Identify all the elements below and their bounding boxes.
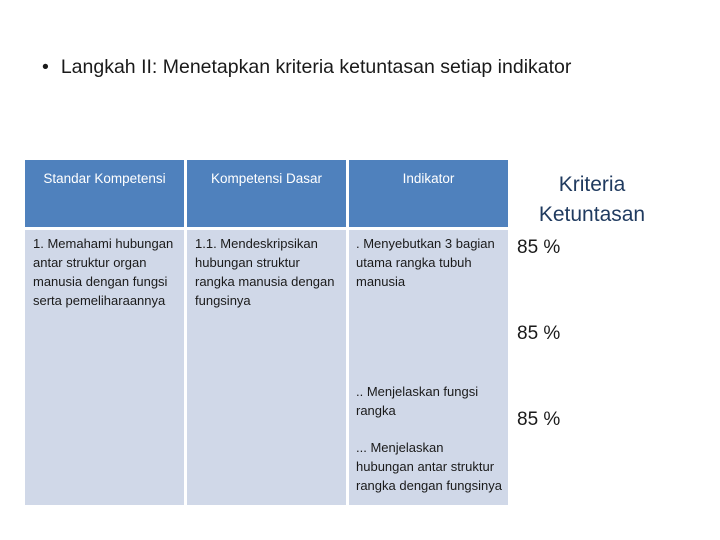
criteria-table: [25, 160, 673, 505]
slide-heading: [42, 56, 571, 79]
cell-standar-kompetensi: 1. Memahami hubungan antar struktur organ manusia dengan fungsi serta pemeliharaannya: [25, 230, 184, 505]
kriteria-value-3: 85 %: [517, 409, 561, 430]
kriteria-value-1: 85 %: [517, 237, 561, 258]
kriteria-value-2: 85 %: [517, 323, 561, 344]
cell-kompetensi-dasar: 1.1. Mendeskripsikan hubungan struktur rangka manusia dengan fungsinya: [187, 230, 346, 505]
cell-indikator: [349, 230, 508, 505]
header-standar-kompetensi: Standar Kompetensi: [25, 160, 184, 227]
indikator-item-3: ... Menjelaskan hubungan antar struktur rangka dengan fungsinya: [356, 440, 503, 493]
bullet-icon: •: [42, 56, 49, 78]
indikator-item-1: . Menyebutkan 3 bagian utama rangka tubuh manusia: [356, 236, 495, 289]
header-kriteria-ketuntasan: Kriteria Ketuntasan: [511, 160, 673, 227]
indikator-item-2: .. Menjelaskan fungsi rangka: [356, 384, 479, 418]
header-indikator: Indikator: [349, 160, 508, 227]
cell-kriteria: [511, 230, 673, 505]
heading-text: Langkah II: Menetapkan kriteria ketuntasan setiap indikator: [60, 56, 572, 78]
header-kompetensi-dasar: Kompetensi Dasar: [187, 160, 346, 227]
